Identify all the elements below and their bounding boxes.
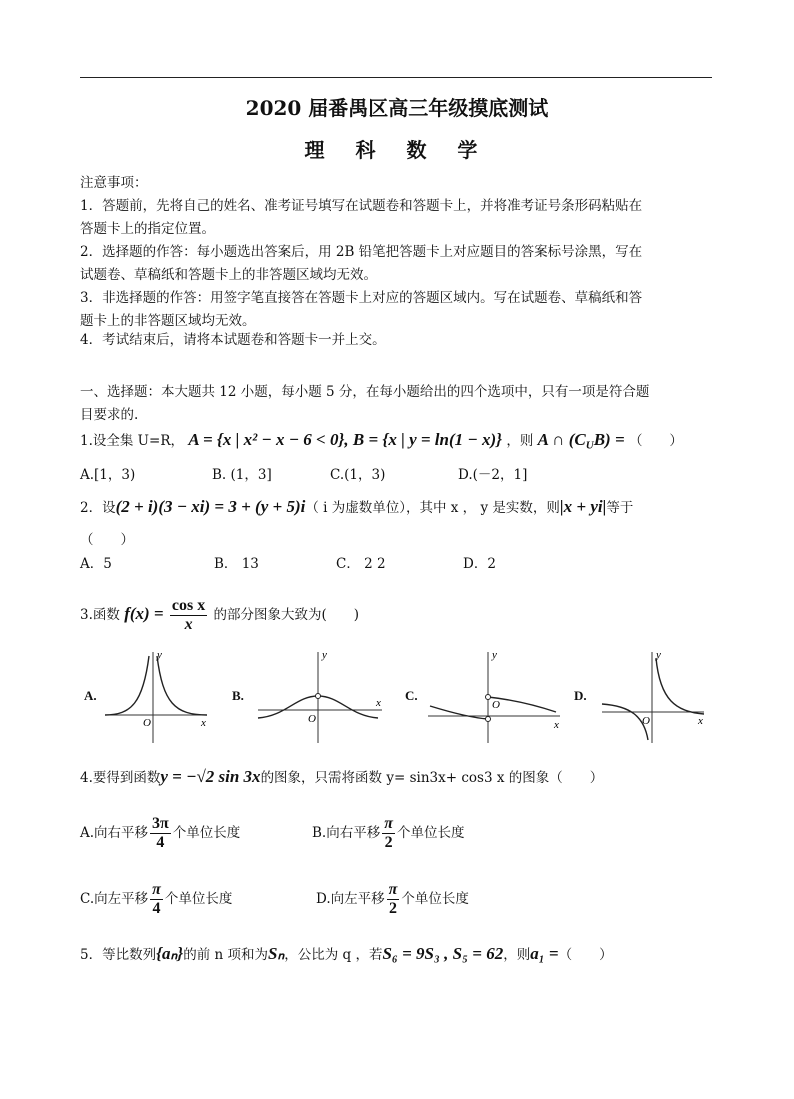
q5-then: ，则 (503, 947, 531, 963)
q5-a1: a₁ = (530, 944, 559, 963)
open-point-bottom (486, 717, 491, 722)
q1-option-c: C.(1，3) (330, 467, 386, 483)
axis-y-label: y (656, 649, 661, 661)
graph-c-svg (426, 648, 566, 743)
q1-expr: A ∩ (C (537, 430, 586, 449)
q4-opt-d-num: π (388, 881, 398, 898)
q4-suffix: 的图象，只需将函数 y= sin3x+ cos3 x 的图象（ ） (260, 770, 604, 786)
section-heading: 一、选择题：本大题共 12 小题，每小题 5 分，在每小题给出的四个选项中，只有一项是符合题 (80, 384, 650, 400)
q1-option-a: A.[1，3) (80, 467, 136, 483)
subject-title: 理 科 数 学 (304, 138, 490, 162)
graph-label-c: C. (405, 688, 418, 703)
graph-d-svg (600, 648, 710, 743)
notice-heading: 注意事项： (80, 175, 148, 191)
graph-label-b: B. (232, 688, 244, 703)
question-2 (80, 497, 633, 518)
q4-prefix: 4.要得到函数 (80, 770, 161, 786)
question-5 (80, 944, 613, 965)
q1-expr2: B) = (593, 430, 625, 449)
origin-label: O (492, 699, 500, 711)
origin-label: O (642, 715, 650, 727)
q5-mid: 的前 n 项和为 (183, 947, 268, 963)
q4-opt-d-pre: D.向左平移 (316, 891, 385, 907)
graph-b-svg (256, 648, 386, 743)
q2-paren: （ ） (80, 532, 134, 548)
notice-item-3a: 3．非选择题的作答：用签字笔直接答在答题卡上对应的答题区域内。写在试题卷、草稿纸和答 (80, 290, 643, 306)
axis-x-label: x (376, 697, 381, 709)
q4-opt-a-num: 3π (152, 815, 169, 832)
q4-opt-d-den: 2 (389, 900, 397, 917)
q4-func: y = −√2 sin 3x (160, 767, 261, 786)
graph-a (103, 648, 213, 743)
q2-mid: （ i 为虚数单位），其中 x ， y 是实数，则 (305, 500, 560, 516)
q3-fraction (170, 597, 207, 634)
q4-opt-a-pre: A.向右平移 (80, 825, 149, 841)
q5-sn: Sₙ (268, 944, 285, 963)
graph-c (426, 648, 566, 743)
q5-mid2: ，公比为 q ，若 (284, 947, 383, 963)
graph-d (600, 648, 710, 743)
q4-opt-b-frac (382, 815, 395, 852)
q1-paren: （ ） (628, 433, 683, 449)
q2-option-c: C． 2 2 (336, 556, 386, 572)
q1-prefix: 1.设全集 U=R， (80, 433, 185, 449)
q2-suffix: 等于 (606, 500, 634, 516)
q4-option-c (80, 878, 232, 920)
q2-option-a: A．5 (80, 556, 112, 572)
q2-abs: |x + yi| (559, 497, 607, 516)
q4-opt-d-frac (387, 881, 400, 918)
q2-option-d: D．2 (463, 556, 496, 572)
q4-opt-b-pre: B.向右平移 (312, 825, 381, 841)
axis-y-label: y (157, 649, 162, 661)
notice-item-1a: 1．答题前，先将自己的姓名、准考证号填写在试题卷和答题卡上，并将准考证号条形码粘贴在 (80, 198, 643, 214)
q4-opt-b-num: π (384, 815, 393, 832)
q4-opt-c-frac (150, 881, 163, 918)
q2-option-b: B． 13 (214, 556, 259, 572)
origin-label: O (143, 717, 151, 729)
q4-opt-c-unit: 个单位长度 (164, 891, 233, 907)
graph-label-d: D. (574, 688, 587, 703)
q1-option-b: B. (1，3] (212, 467, 272, 483)
axis-y-label: y (322, 649, 327, 661)
notice-item-3b: 题卡上的非答题区域均无效。 (80, 313, 256, 329)
graph-a-svg (103, 648, 213, 743)
question-3 (80, 594, 359, 635)
q4-option-b (312, 812, 464, 854)
curve-left (105, 656, 149, 715)
q4-opt-a-den: 4 (156, 834, 165, 851)
curve-right (656, 658, 704, 714)
q3-suffix: 的部分图象大致为( ) (213, 607, 360, 623)
q1-sub: U (585, 439, 594, 452)
notice-item-1b: 答题卡上的指定位置。 (80, 221, 215, 237)
q1-option-d: D.(－2，1] (458, 467, 528, 483)
exam-title: 2020 届番禺区高三年级摸底测试 (245, 96, 549, 120)
open-point-top (486, 695, 491, 700)
q1-set-a: A = {x | x² − x − 6 < 0} (188, 430, 345, 449)
q4-opt-c-den: 4 (152, 900, 161, 917)
q5-cond: S₆ = 9S₃ , S₅ = 62 (382, 944, 504, 963)
section-heading-cont: 目要求的. (80, 407, 139, 423)
curve-left (430, 706, 488, 719)
q4-opt-c-num: π (152, 881, 161, 898)
graph-label-a: A. (84, 688, 97, 703)
q4-opt-d-unit: 个单位长度 (401, 891, 469, 907)
notice-item-2a: 2．选择题的作答：每小题选出答案后，用 2B 铅笔把答题卡上对应题目的答案标号涂黑，写在 (80, 244, 643, 260)
q4-opt-b-unit: 个单位长度 (396, 825, 465, 841)
q5-prefix: 5．等比数列 (80, 947, 157, 963)
question-4 (80, 767, 603, 788)
axis-x-label: x (554, 719, 559, 731)
q4-option-a (80, 812, 240, 854)
graph-b (256, 648, 386, 743)
q1-set-b: , B = {x | y = ln(1 − x)} (344, 430, 503, 449)
q4-option-d (316, 878, 469, 920)
axis-x-label: x (698, 715, 703, 727)
q4-opt-a-unit: 个单位长度 (172, 825, 241, 841)
question-1 (80, 430, 683, 456)
q2-prefix: 2．设 (80, 500, 116, 516)
q3-num: cos x (171, 597, 206, 614)
q2-eq: (2 + i)(3 − xi) = 3 + (y + 5)i (115, 497, 306, 516)
notice-item-4: 4．考试结束后，请将本试题卷和答题卡一并上交。 (80, 332, 386, 348)
q4-opt-a-frac (150, 815, 171, 852)
curve-right (157, 656, 207, 715)
header-rule (80, 77, 712, 78)
q3-den: x (184, 616, 193, 633)
q3-func: f(x) = (124, 604, 164, 623)
q1-then: ，则 (506, 433, 534, 449)
q4-opt-c-pre: C.向左平移 (80, 891, 149, 907)
q4-opt-b-den: 2 (384, 834, 393, 851)
axis-x-label: x (201, 717, 206, 729)
notice-item-2b: 试题卷、草稿纸和答题卡上的非答题区域均无效。 (80, 267, 377, 283)
q3-prefix: 3.函数 (80, 607, 120, 623)
axis-y-label: y (492, 649, 497, 661)
q5-paren: （ ） (558, 947, 613, 963)
origin-label: O (308, 713, 316, 725)
q5-seq: {aₙ} (156, 944, 184, 963)
open-point (316, 694, 321, 699)
